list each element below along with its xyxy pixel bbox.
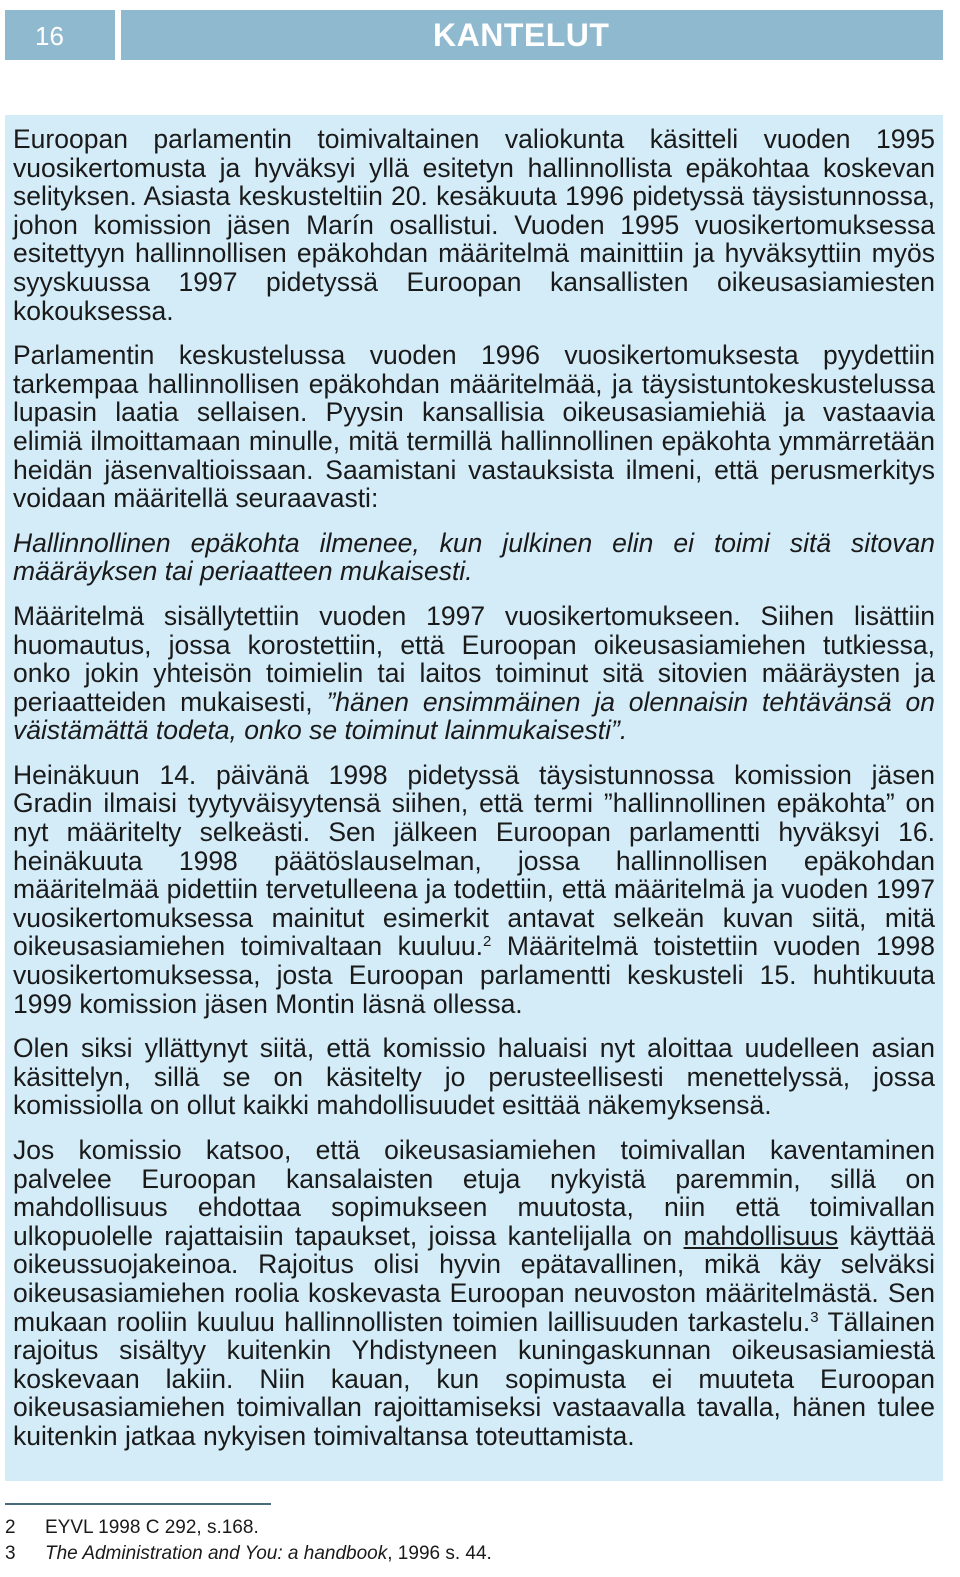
footnote-divider — [5, 1503, 271, 1505]
paragraph-4-text: Määritelmä sisällytettiin vuoden 1997 vuosikertomukseen. Siihen lisättiin huomautus, jossa korostettiin, että Euroopan oikeusasiamiehen tutkiessa, onko jokin yhteisön toimielin tai laitos toiminut sitä sitovien määräysten ja periaatteiden mukaisesti, — [13, 600, 935, 717]
section-title: KANTELUT — [121, 10, 943, 60]
paragraph-4-quote: ”hänen ensimmäinen ja olennaisin tehtävänsä on väistämättä todeta, onko se toiminut lainmukaisesti”. — [13, 686, 935, 746]
paragraph-7-text-after: Tällainen rajoitus sisältyy kuitenkin Yhdistyneen kuningaskunnan oikeusasiamiestä koskevaan lakiin. Niin kauan, kun sopimusta ei muuteta Euroopan oikeusasiamiehen toimivallan rajoittamiseksi vastaavalla tavalla, hänen tulee kuitenkin jatkaa nykyisen toimivaltansa toteuttamista. — [13, 1306, 935, 1451]
definition-quote: Hallinnollinen epäkohta ilmenee, kun julkinen elin ei toimi sitä sitovan määräyksen tai periaatteen mukaisesti. — [13, 527, 935, 587]
paragraph-7-text-middle: käyttää oikeussuojakeinoa. Rajoitus olisi hyvin epätavallinen, mikä käy selväksi oikeusasiamiehen roolia koskevasta Euroopan neuvoston määritelmästä. Sen mukaan rooliin kuuluu hallinnollisten toimien laillisuuden tarkastelu. — [13, 1220, 935, 1337]
footnote-text — [45, 1541, 492, 1567]
paragraph-5-text-after: Määritelmä toistettiin vuoden 1998 vuosikertomuksessa, josta Euroopan parlamentti keskusteli 15. huhtikuuta 1999 komission jäsen Montin läsnä ollessa. — [13, 931, 935, 1019]
paragraph-5-text: Heinäkuun 14. päivänä 1998 pidetyssä täysistunnossa komission jäsen Gradin ilmaisi tyytyväisyytensä siihen, että termi ”hallinnollinen epäkohta” on nyt määritelty selkeästi. Sen jälkeen Euroopan parlamentti hyväksyi 16. heinäkuuta 1998 päätöslauselman, jossa hallinnollisen epäkohdan määritelmää pidettiin tervetulleena ja todettiin, että määritelmä ja vuoden 1997 vuosikertomuksessa mainitut esimerkit antavat selkeän kuvan siitä, mitä oikeusasiamiehen toimivaltaan kuuluu. — [13, 759, 935, 962]
footnote-book-title: The Administration and You: a handbook — [45, 1543, 388, 1564]
footnote-citation: , 1996 s. 44. — [387, 1543, 492, 1564]
underlined-word: mahdollisuus — [683, 1220, 839, 1251]
footnote-number: 2 — [5, 1517, 16, 1538]
paragraph-5 — [13, 761, 935, 1018]
paragraph-6: Olen siksi yllättynyt siitä, että komissio haluaisi nyt aloittaa uudelleen asian käsittelyn, sillä se on käsitelty jo perusteellisesti menettelyssä, jossa komissiolla on ollut kaikki mahdollisuudet esittää näkemyksensä. — [13, 1033, 935, 1121]
footnote-3 — [5, 1541, 905, 1567]
paragraph-1: Euroopan parlamentin toimivaltainen valiokunta käsitteli vuoden 1995 vuosikertomusta ja hyväksyi yllä esitetyn hallinnollista epäkohtaa koskevan selityksen. Asiasta keskusteltiin 20. kesäkuuta 1996 pidetyssä täysistunnossa, johon komission jäsen Marín osallistui. Vuoden 1995 vuosikertomuksessa esitettyyn hallinnollisen epäkohdan määritelmä mainittiin ja hyväksyttiin myös syyskuussa 1997 pidetyssä Euroopan kansallisten oikeusasiamiesten kokouksessa. — [13, 124, 935, 326]
paragraph-4 — [13, 602, 935, 745]
main-content-panel — [5, 115, 943, 1481]
footnote-ref-2[interactable]: 2 — [483, 933, 492, 951]
footnote-ref-3[interactable]: 3 — [810, 1308, 819, 1326]
paragraph-7-text: Jos komissio katsoo, että oikeusasiamiehen toimivallan kaventaminen palvelee Euroopan kansalaisten etuja nykyistä paremmin, sillä on mahdollisuus ehdottaa sopimukseen muutosta, niin että toimivallan ulkopuolelle rajattaisiin tapaukset, joissa kantelijalla on — [13, 1135, 935, 1251]
paragraph-7 — [13, 1136, 935, 1451]
paragraph-2: Parlamentin keskustelussa vuoden 1996 vuosikertomuksesta pyydettiin tarkempaa hallinnollisen epäkohdan määritelmää, ja täysistuntokeskustelussa lupasin laatia sellaisen. Pyysin kansallisia oikeusasiamiehiä ja vastaavia elimiä ilmoittamaan minulle, mitä termillä hallinnollinen epäkohta ymmärretään heidän jäsenvaltioissaan. Saamistani vastauksista ilmeni, että perusmerkitys voidaan määritellä seuraavasti: — [13, 340, 935, 514]
footnote-text: EYVL 1998 C 292, s.168. — [45, 1517, 259, 1538]
footnotes — [5, 1515, 905, 1567]
footnote-2 — [5, 1515, 905, 1541]
page-header — [5, 10, 943, 60]
footnote-number: 3 — [5, 1543, 16, 1564]
page-number: 16 — [5, 10, 115, 60]
